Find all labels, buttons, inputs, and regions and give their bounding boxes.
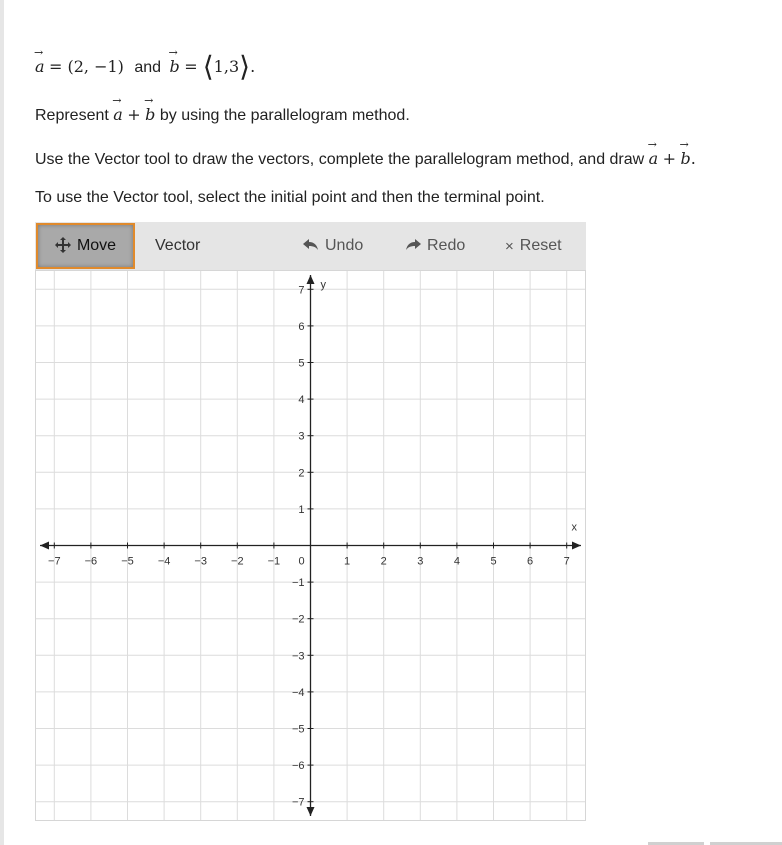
graph-toolbar xyxy=(35,222,586,270)
redo-button[interactable] xyxy=(405,222,465,270)
x-axis-arrow-left xyxy=(40,542,49,550)
reset-label: Reset xyxy=(519,237,562,254)
x-tick-label: 3 xyxy=(417,555,424,568)
y-axis-label: y xyxy=(320,279,326,291)
y-tick-label: 7 xyxy=(298,284,305,297)
undo-button[interactable] xyxy=(303,222,363,270)
vector-tool-button[interactable] xyxy=(155,222,200,270)
and-word: and xyxy=(134,59,162,76)
y-tick-label: 4 xyxy=(298,394,305,407)
vector-a-symbol: → a xyxy=(649,149,659,168)
y-tick-label: −6 xyxy=(291,760,305,773)
undo-label: Undo xyxy=(325,237,364,254)
y-tick-label: −3 xyxy=(291,650,305,663)
right-angle-bracket: ⟩ xyxy=(239,51,251,82)
vector-b-symbol: → b xyxy=(170,57,180,76)
move-tool-button[interactable] xyxy=(36,223,135,269)
equals-sign: = xyxy=(49,57,68,76)
grid-svg[interactable] xyxy=(36,271,585,820)
undo-arrow-icon xyxy=(303,238,319,254)
x-tick-label: 2 xyxy=(380,555,387,568)
coordinate-grid[interactable] xyxy=(35,270,586,821)
y-axis-arrow-up xyxy=(307,275,315,284)
y-tick-label: 5 xyxy=(298,357,305,370)
y-tick-label: 2 xyxy=(298,467,305,480)
x-axis-arrow-right xyxy=(572,542,581,550)
y-tick-label: 3 xyxy=(298,430,305,443)
plus-sign: + xyxy=(662,149,677,168)
close-x-icon: × xyxy=(505,237,514,255)
use-tool-text: Use the Vector tool to draw the vectors, complete the parallelogram method, and draw xyxy=(35,151,645,168)
move-arrows-icon xyxy=(55,237,71,256)
y-tick-label: 6 xyxy=(298,320,305,333)
x-tick-label: 5 xyxy=(490,555,497,568)
equals-sign-2: = xyxy=(184,57,203,76)
vector-definitions: → a = (2, −1) and → b = ⟨1,3⟩. xyxy=(35,50,255,83)
x-tick-label: −1 xyxy=(267,555,281,568)
y-tick-label: 1 xyxy=(298,503,305,516)
x-tick-label: −3 xyxy=(194,555,207,568)
vector-label: Vector xyxy=(155,237,201,254)
vector-b-components: 1,3 xyxy=(213,57,240,76)
move-label: Move xyxy=(76,237,117,254)
x-tick-label: 6 xyxy=(527,555,534,568)
parallelogram-text: by using the parallelogram method. xyxy=(159,107,410,124)
y-tick-label: −5 xyxy=(291,723,305,736)
x-tick-label: −6 xyxy=(84,555,98,568)
vector-b-symbol: → b xyxy=(681,149,691,168)
instruction-use-tool: Use the Vector tool to draw the vectors, complete the parallelogram method, and draw → a + → b. xyxy=(35,149,696,169)
y-tick-label: −2 xyxy=(291,613,305,626)
y-axis-arrow-down xyxy=(307,807,315,816)
left-border xyxy=(0,0,4,845)
vector-a-symbol: → a xyxy=(35,57,45,76)
redo-arrow-icon xyxy=(405,238,421,254)
x-tick-label: −5 xyxy=(121,555,134,568)
x-tick-label: 7 xyxy=(563,555,570,568)
vector-a-symbol: → a xyxy=(113,105,123,124)
x-tick-label: 4 xyxy=(453,555,460,568)
redo-label: Redo xyxy=(427,237,466,254)
instruction-vector-tool: To use the Vector tool, select the initial point and then the terminal point. xyxy=(35,189,545,206)
x-axis-label: x xyxy=(571,521,577,534)
x-tick-label: 1 xyxy=(344,555,351,568)
y-tick-label: −1 xyxy=(291,577,305,590)
origin-label: 0 xyxy=(298,555,305,568)
x-tick-label: −2 xyxy=(231,555,244,568)
represent-text: Represent xyxy=(35,107,109,124)
instruction-represent xyxy=(35,105,410,125)
y-tick-label: −4 xyxy=(291,686,305,699)
vector-a-components: (2, −1) xyxy=(67,57,124,76)
y-tick-label: −7 xyxy=(291,796,305,809)
x-tick-label: −7 xyxy=(48,555,61,568)
left-angle-bracket: ⟨ xyxy=(202,51,214,82)
plus-sign: + xyxy=(127,105,141,124)
reset-button[interactable] xyxy=(505,222,562,270)
vector-b-symbol: → b xyxy=(145,105,155,124)
x-tick-label: −4 xyxy=(157,555,171,568)
